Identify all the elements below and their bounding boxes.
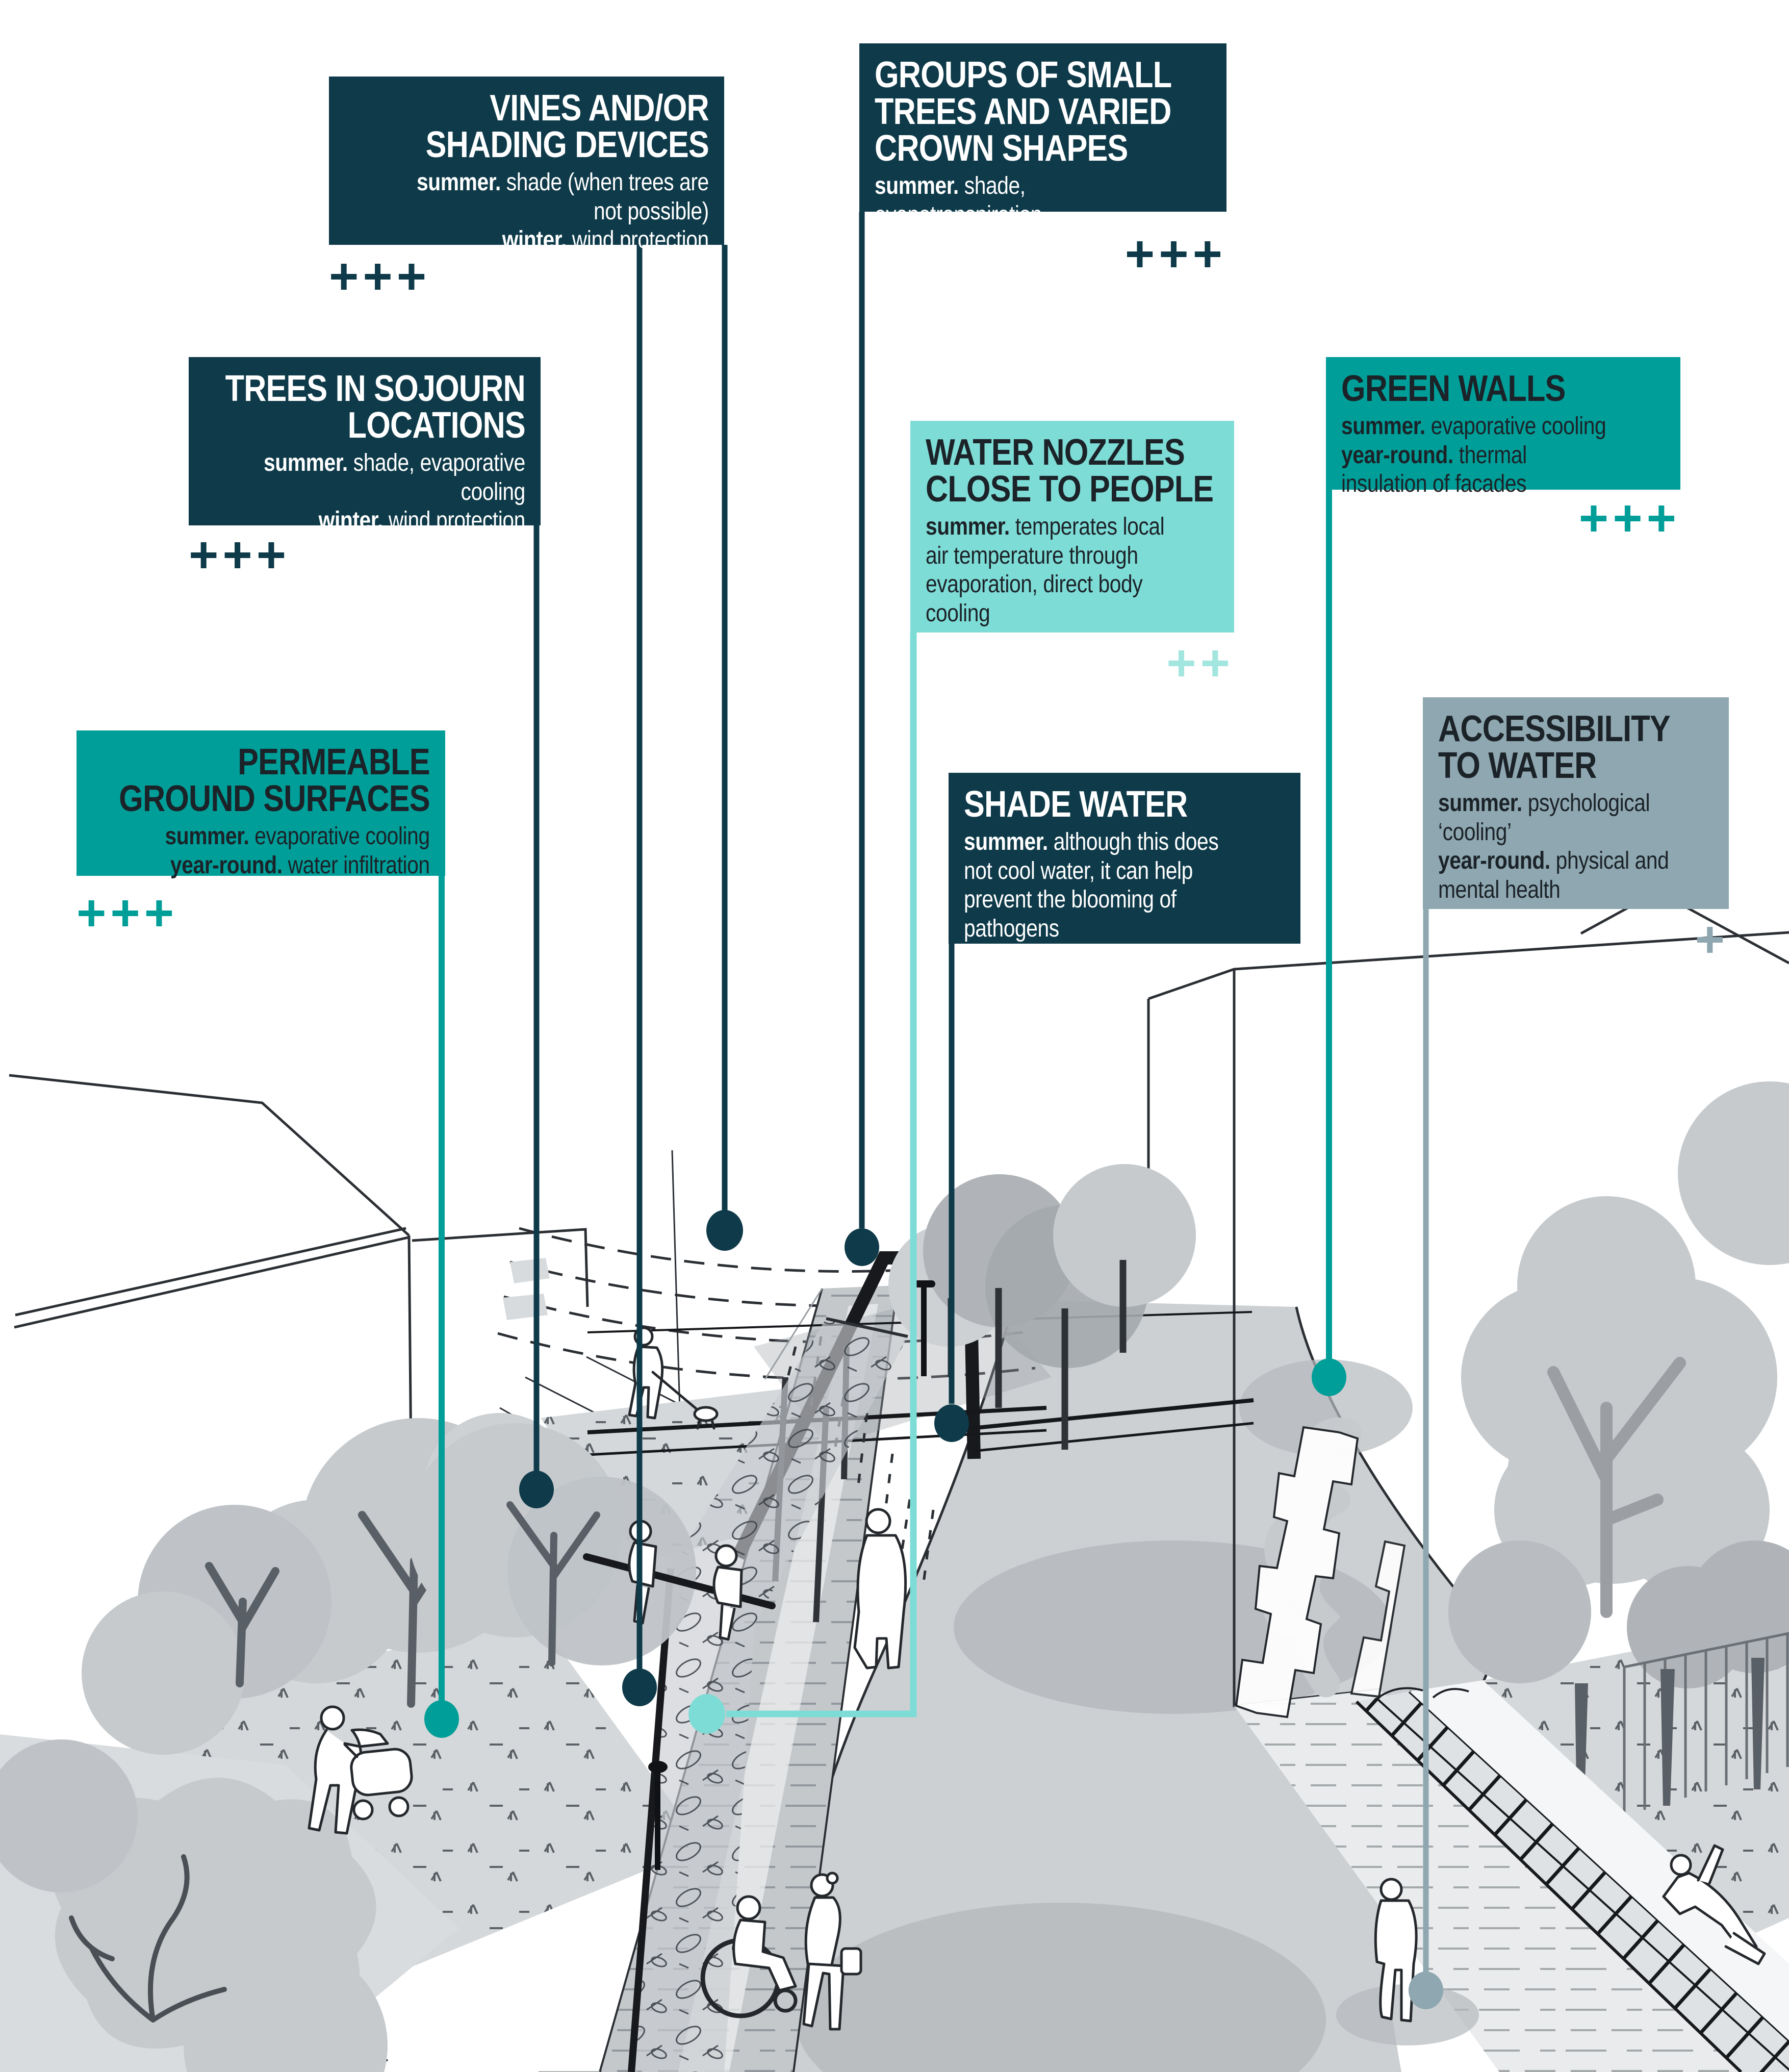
callout-greenwalls-body [1341,412,1665,499]
callout-nozzles [910,421,1234,633]
body-line: summer. evaporative cooling [1341,413,1606,440]
rating-permeable: +++ [76,885,178,942]
title-line: GROUND SURFACES [119,778,430,819]
body-line: prevent the blooming of [964,886,1177,914]
title-line: VINES AND/OR [490,88,709,129]
body-line: winter. wind protection [318,507,525,535]
title-line: PERMEABLE [238,742,430,782]
body-line: air temperature through [926,542,1138,569]
rating-trees: +++ [189,526,291,584]
body-line: year-round. water infiltration [170,851,430,879]
callout-trees [189,357,541,535]
callout-trees-content [204,370,525,536]
callout-greenwalls [1326,357,1680,498]
body-line: mental health [1438,876,1561,903]
rating-nozzles: ++ [1166,635,1234,692]
body-line: not cool water, it can help [964,857,1193,885]
body-line: evapotranspiration [875,201,1042,229]
body-line: summer. evaporative cooling [165,823,430,850]
callout-access [1423,697,1729,909]
body-line: year-round. thermal [1341,441,1527,469]
callout-groups-title [875,57,1211,167]
body-line: summer. psychological [1438,790,1650,817]
title-line: CLOSE TO PEOPLE [926,469,1214,510]
callout-shade [949,773,1300,944]
body-line: ‘cooling’ [1438,818,1512,846]
rating-groups: +++ [1124,225,1226,283]
title-line: GROUPS OF SMALL [875,55,1172,95]
callout-trees-title [204,370,525,444]
callout-permeable-content [92,744,430,880]
title-line: LOCATIONS [347,405,525,446]
title-line: GREEN WALLS [1341,368,1566,409]
callout-permeable-body [92,822,430,880]
callout-trees-body [204,449,525,536]
callout-nozzles-content [926,434,1219,628]
callout-greenwalls-content [1341,370,1665,499]
callout-groups [859,43,1226,258]
title-line: CROWN SHAPES [875,128,1128,169]
body-line: winter. wind protection [875,230,1082,258]
rating-access: + [1695,911,1729,968]
body-line: summer. temperates local [926,513,1165,540]
body-line: not possible) [594,197,709,225]
title-line: ACCESSIBILITY [1438,709,1670,749]
callout-shade-title [964,786,1285,823]
body-line: winter. wind protection [502,226,709,254]
title-line: TO WATER [1438,745,1597,786]
callout-shade-content [964,786,1285,944]
callout-shade-body [964,828,1285,944]
callout-permeable-title [92,744,430,817]
callout-vines-title [344,90,709,163]
title-line: TREES AND VARIED [875,91,1171,132]
rating-greenwalls: +++ [1578,490,1680,547]
body-line: cooling [926,599,990,627]
body-line: evaporation, direct body [926,571,1143,598]
callout-access-content [1438,711,1714,905]
body-line: insulation of facades [1341,470,1527,498]
body-line: summer. shade (when trees are [417,169,709,196]
body-line: pathogens [964,915,1059,942]
body-line: summer. shade, evaporative [264,449,525,476]
callout-nozzles-title [926,434,1219,508]
rating-vines: +++ [329,248,431,305]
callout-vines [329,77,724,254]
body-line: summer. shade, [875,172,1026,199]
callout-permeable [76,730,445,879]
callout-vines-body [344,168,709,255]
title-line: SHADE WATER [964,784,1188,825]
body-line: year-round. physical and [1438,847,1669,875]
callout-nozzles-body [926,513,1219,628]
title-line: SHADING DEVICES [425,124,709,165]
title-line: WATER NOZZLES [926,432,1185,473]
callout-access-body [1438,789,1714,905]
body-line: summer. although this does [964,828,1219,855]
callout-vines-content [344,90,709,255]
callout-greenwalls-title [1341,370,1665,407]
body-line: cooling [461,478,525,506]
title-line: TREES IN SOJOURN [225,368,525,409]
callout-access-title [1438,711,1714,784]
